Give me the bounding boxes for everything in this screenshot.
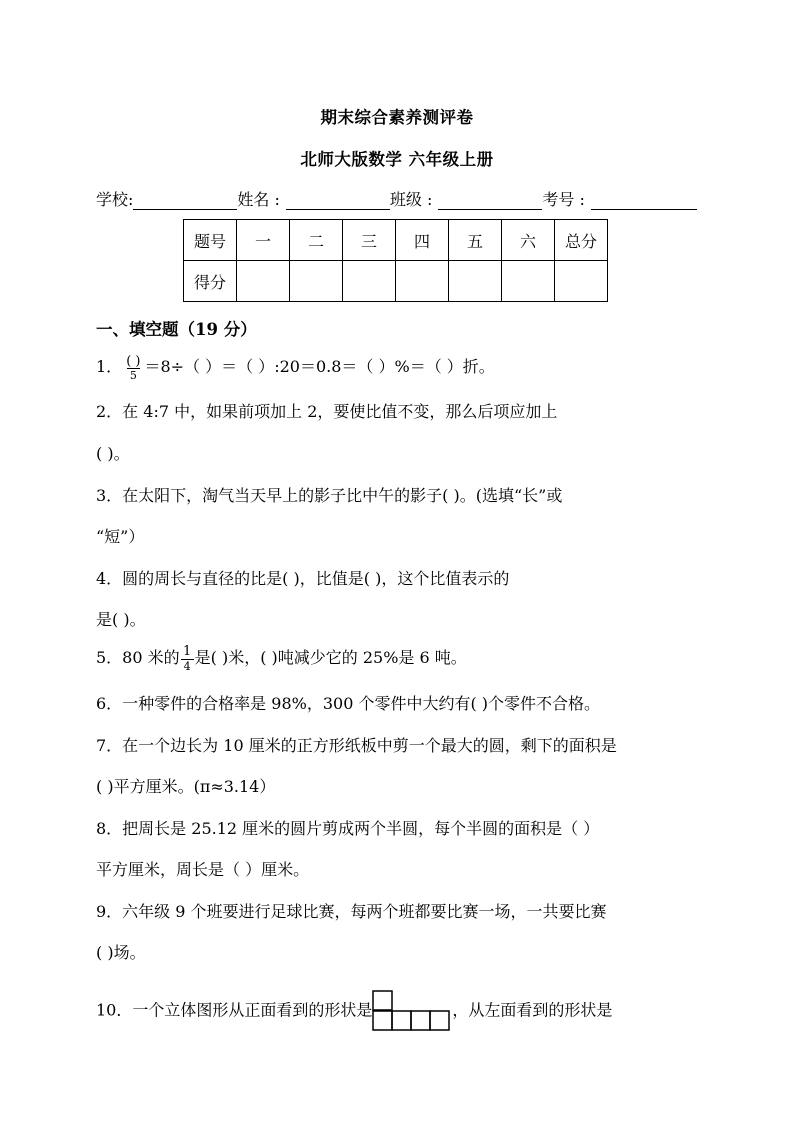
fraction-numerator: 1 (183, 644, 192, 659)
section-heading-fill-in: 一、填空题（19 分） (96, 320, 257, 339)
question-3-line-1: 3．在太阳下，淘气当天早上的影子比中午的影子( )。(选填“长”或 (96, 486, 563, 505)
question-5-text-before: 5．80 米的 (96, 648, 180, 667)
score-header-cell: 五 (449, 220, 502, 261)
school-label: 学校: (96, 190, 134, 209)
score-cell[interactable] (343, 261, 396, 302)
question-5-text-after: 是( )米，( )吨减少它的 25%是 6 吨。 (194, 648, 467, 667)
question-1-fraction (123, 355, 143, 381)
school-blank[interactable] (133, 191, 237, 210)
score-header-cell: 题号 (184, 220, 237, 261)
name-blank[interactable] (286, 191, 390, 210)
question-2-line-2: ( )。 (96, 444, 130, 463)
question-10-text-before: 10．一个立体图形从正面看到的形状是 (96, 1000, 373, 1020)
score-table-header-row (184, 220, 608, 261)
score-table-score-row (184, 261, 608, 302)
class-blank[interactable] (438, 191, 542, 210)
question-8-line-1: 8．把周长是 25.12 厘米的圆片剪成两个半圆，每个半圆的面积是（ ） (96, 819, 600, 838)
fraction-numerator: ( ) (126, 353, 141, 369)
exam-no-label: 考号 : (542, 190, 585, 209)
score-cell[interactable] (555, 261, 608, 302)
score-cell[interactable] (396, 261, 449, 302)
name-label: 姓名 : (237, 190, 280, 209)
score-cell[interactable] (237, 261, 290, 302)
score-header-cell: 四 (396, 220, 449, 261)
question-4-line-2: 是( )。 (96, 610, 146, 629)
score-header-cell: 六 (502, 220, 555, 261)
question-6: 6．一种零件的合格率是 98%，300 个零件中大约有( )个零件不合格。 (96, 694, 601, 713)
score-header-cell: 总分 (555, 220, 608, 261)
front-view-shape-icon (372, 990, 452, 1032)
fraction-denominator: 4 (181, 659, 194, 672)
fraction-denominator: 5 (127, 368, 140, 381)
question-4-line-1: 4．圆的周长与直径的比是( )，比值是( )，这个比值表示的 (96, 569, 510, 588)
score-cell[interactable] (449, 261, 502, 302)
question-1-number: 1． (96, 357, 123, 376)
class-label: 班级 : (389, 190, 433, 209)
question-5-fraction (181, 645, 194, 672)
score-row-label: 得分 (184, 261, 237, 302)
question-1-text: ＝8÷（ ）＝（ ）:20＝0.8＝（ ）%＝（ ）折。 (144, 357, 495, 376)
question-10 (96, 990, 612, 1032)
score-cell[interactable] (502, 261, 555, 302)
exam-subtitle: 北师大版数学 六年级上册 (300, 150, 494, 169)
score-header-cell: 二 (290, 220, 343, 261)
question-3-line-2: “短”） (96, 527, 145, 546)
score-table (183, 219, 608, 302)
question-8-line-2: 平方厘米，周长是（ ）厘米。 (96, 860, 310, 879)
student-info-row (96, 187, 706, 210)
exam-title: 期末综合素养测评卷 (320, 108, 474, 127)
exam-no-blank[interactable] (591, 191, 697, 210)
question-9-line-2: ( )场。 (96, 943, 146, 962)
question-7-line-1: 7．在一个边长为 10 厘米的正方形纸板中剪一个最大的圆，剩下的面积是 (96, 736, 617, 755)
question-9-line-1: 9．六年级 9 个班要进行足球比赛，每两个班都要比赛一场，一共要比赛 (96, 902, 607, 921)
score-header-cell: 三 (343, 220, 396, 261)
score-cell[interactable] (290, 261, 343, 302)
question-2-line-1: 2．在 4:7 中，如果前项加上 2，要使比值不变，那么后项应加上 (96, 402, 558, 421)
question-10-text-after: ，从左面看到的形状是 (452, 1000, 613, 1020)
question-5 (96, 645, 467, 672)
score-header-cell: 一 (237, 220, 290, 261)
question-1 (96, 354, 495, 381)
question-7-line-2: ( )平方厘米。(π≈3.14） (96, 777, 276, 796)
